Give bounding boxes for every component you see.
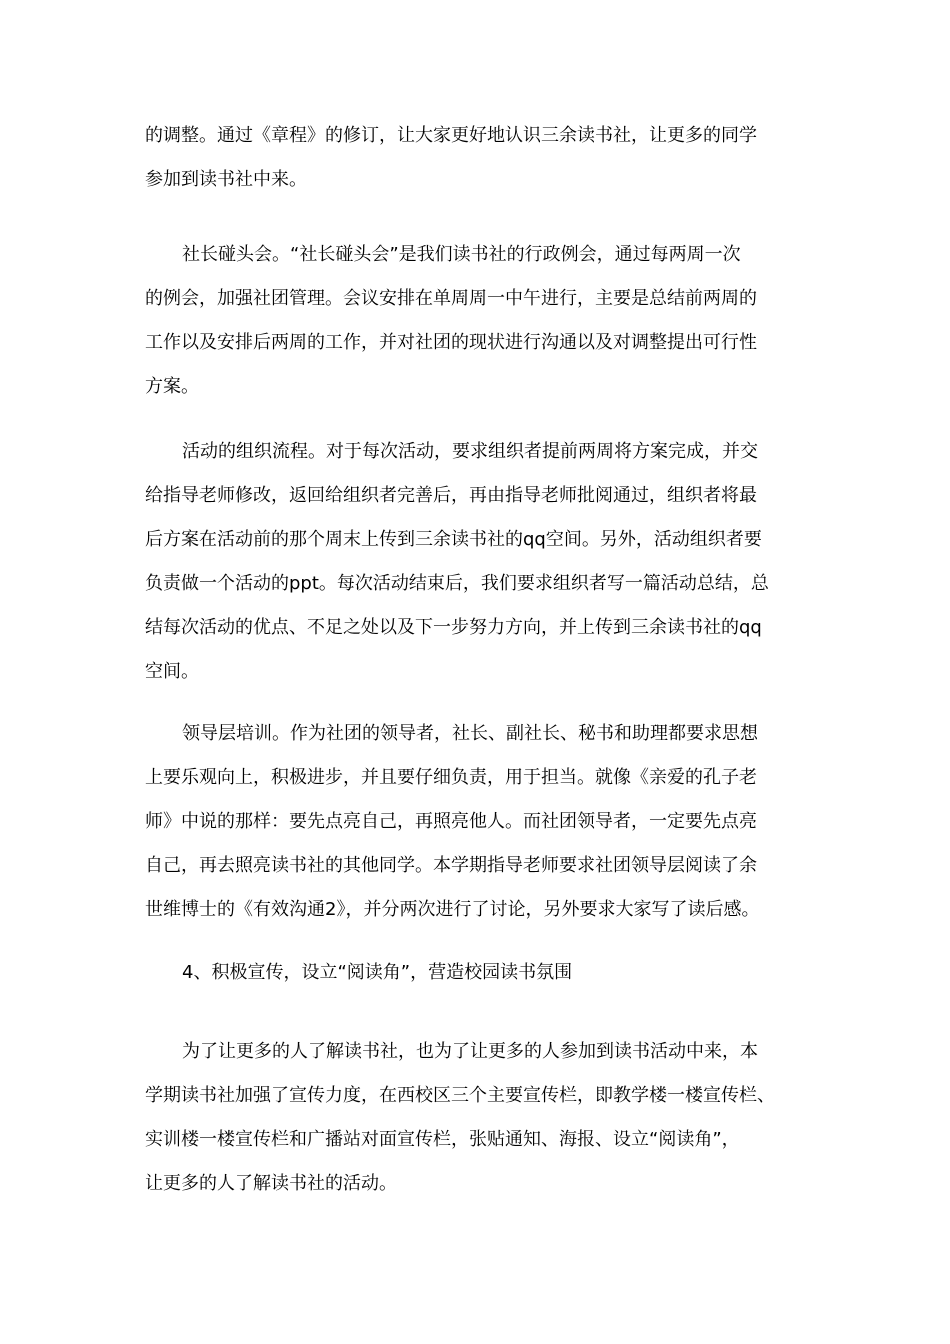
- text-line: 实训楼一楼宣传栏和广播站对面宣传栏，张贴通知、海报、设立“阅读角”，: [145, 1129, 740, 1150]
- text-line: 世维博士的《有效沟通2》，并分两次进行了讨论，另外要求大家写了读后感。: [145, 899, 760, 920]
- text-line: 师》中说的那样：要先点亮自己，再照亮他人。而社团领导者，一定要先点亮: [145, 811, 757, 832]
- text-line: 学期读书社加强了宣传力度，在西校区三个主要宣传栏，即教学楼一楼宣传栏、: [145, 1085, 775, 1106]
- paragraph-publicity: [145, 1030, 810, 1206]
- paragraph-charter-continuation: [145, 114, 810, 202]
- text-line: 方案。: [145, 376, 199, 397]
- text-line: [145, 712, 810, 756]
- paragraph-activity-process: [145, 430, 810, 694]
- text-line: [145, 951, 810, 995]
- paragraph-president-meeting: [145, 233, 810, 409]
- text-line: [145, 430, 810, 474]
- text-line: 的例会，加强社团管理。会议安排在单周周一中午进行，主要是总结前两周的: [145, 288, 757, 309]
- text-line-content: 为了让更多的人了解读书社，也为了让更多的人参加到读书活动中来，本: [182, 1041, 758, 1062]
- text-line: 参加到读书社中来。: [145, 169, 307, 190]
- text-line: 自己，再去照亮读书社的其他同学。本学期指导老师要求社团领导层阅读了余: [145, 855, 757, 876]
- text-line: 结每次活动的优点、不足之处以及下一步努力方向，并上传到三余读书社的qq: [145, 617, 762, 638]
- text-line: 让更多的人了解读书社的活动。: [145, 1173, 397, 1194]
- text-line-content: 活动的组织流程。对于每次活动，要求组织者提前两周将方案完成，并交: [182, 441, 758, 462]
- text-line: 给指导老师修改，返回给组织者完善后，再由指导老师批阅通过，组织者将最: [145, 485, 757, 506]
- text-line: 工作以及安排后两周的工作，并对社团的现状进行沟通以及对调整提出可行性: [145, 332, 757, 353]
- text-line: [145, 233, 810, 277]
- text-line: 空间。: [145, 661, 199, 682]
- paragraph-leadership-training: [145, 712, 810, 932]
- text-line: [145, 1030, 810, 1074]
- text-line-content: 社长碰头会。“社长碰头会”是我们读书社的行政例会，通过每两周一次: [182, 244, 741, 265]
- text-line: 负责做一个活动的ppt。每次活动结束后，我们要求组织者写一篇活动总结，总: [145, 573, 769, 594]
- section-heading-publicity: [145, 951, 810, 995]
- text-line: 的调整。通过《章程》的修订，让大家更好地认识三余读书社，让更多的同学: [145, 125, 757, 146]
- text-line-content: 领导层培训。作为社团的领导者，社长、副社长、秘书和助理都要求思想: [182, 723, 758, 744]
- text-line: 后方案在活动前的那个周末上传到三余读书社的qq空间。另外，活动组织者要: [145, 529, 762, 550]
- text-line: 上要乐观向上，积极进步，并且要仔细负责，用于担当。就像《亲爱的孔子老: [145, 767, 757, 788]
- text-line-content: 4、积极宣传，设立“阅读角”，营造校园读书氛围: [182, 962, 573, 983]
